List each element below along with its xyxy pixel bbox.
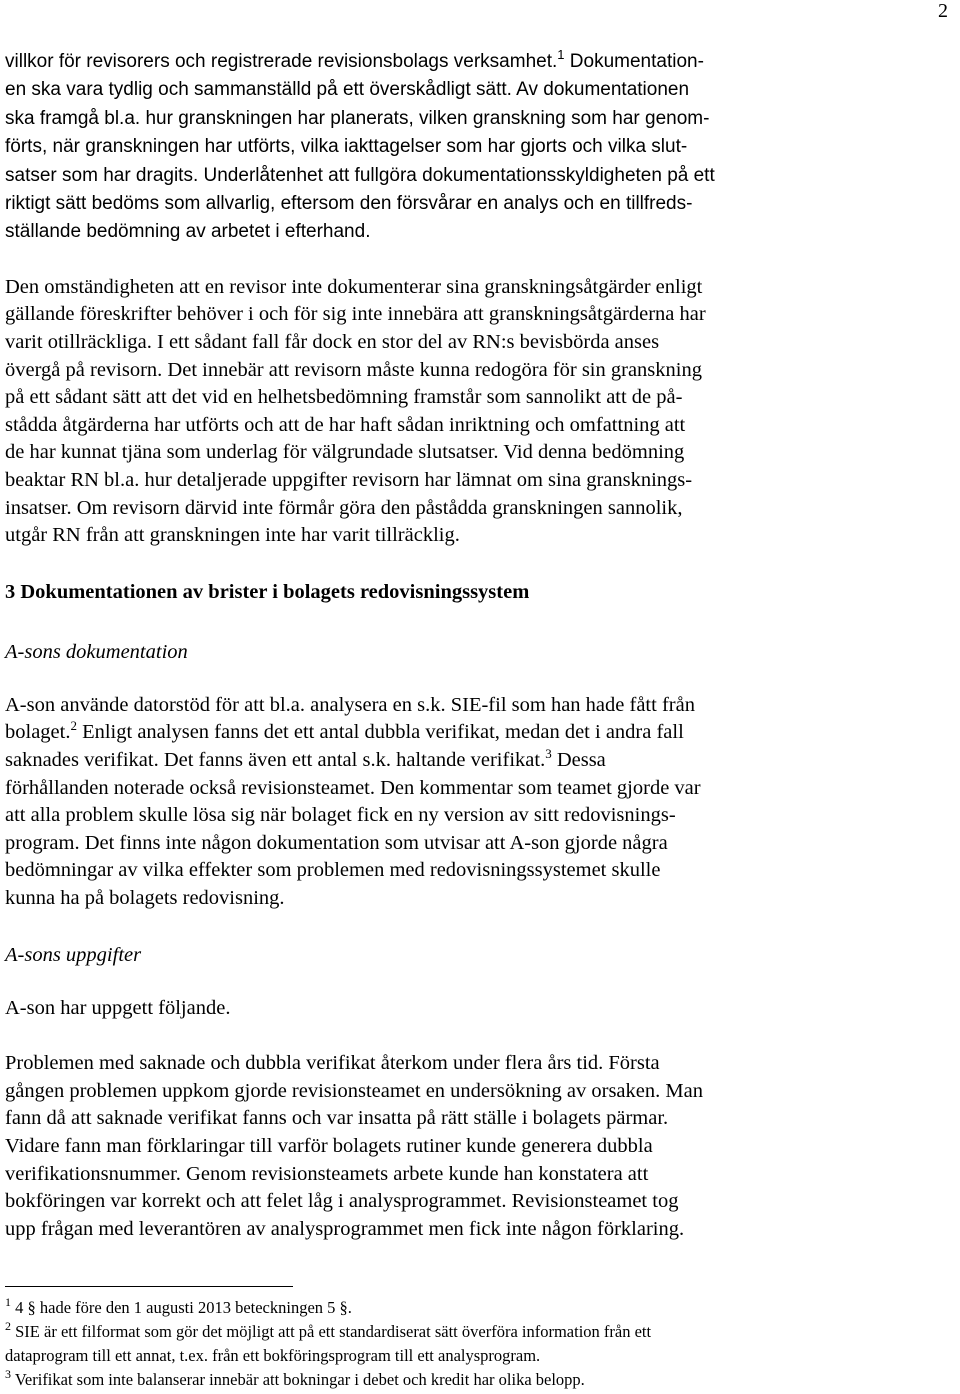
footnote-1: $^1$ 4 § hade före den 1 augusti 2013 beteckningen 5 §. [5, 1295, 352, 1317]
paragraph-line: verifikationsnummer. Genom revisionsteamets arbete kunde han konstatera att [5, 1162, 649, 1185]
paragraph-line: förhållanden noterade också revisionsteamet. Den kommentar som teamet gjorde var [5, 776, 701, 799]
subheading-dokumentation: A-sons dokumentation [5, 640, 188, 663]
footnote-divider [5, 1286, 293, 1287]
paragraph-line: A-son använde datorstöd för att bl.a. analysera en s.k. SIE-fil som han hade fått från [5, 693, 695, 716]
paragraph-line: de har kunnat tjäna som underlag för välgrundade slutsatser. Vid denna bedömning [5, 441, 685, 464]
paragraph-line: en ska vara tydlig och sammanställd på ett överskådligt sätt. Av dokumentationen [5, 79, 690, 101]
paragraph-line: villkor för revisorers och registrerade revisionsbolags verksamhet.$^1$ Dokumentation- [5, 47, 704, 72]
paragraph-line: bolaget.$^2$ Enligt analysen fanns det ett antal dubbla verifikat, medan det i andra fall [5, 718, 684, 744]
footnote-3: $^3$ Verifikat som inte balanserar innebär att bokningar i debet och kredit har olika belopp. [5, 1367, 585, 1389]
paragraph-line: bedömningar av vilka effekter som problemen med redovisningssystemet skulle [5, 859, 661, 882]
paragraph-line: utgår RN från att granskningen inte har varit tillräcklig. [5, 524, 460, 547]
paragraph-4 [5, 995, 935, 1023]
paragraph-5 [5, 1050, 935, 1243]
footnote-ref-1[interactable]: 1 [557, 47, 565, 62]
paragraph-line: gällande föreskrifter behöver i och för sig inte innebära att granskningsåtgärderna har [5, 303, 706, 326]
paragraph-line: förts, när granskningen har utförts, vilka iakttagelser som har gjorts och vilka slut- [5, 136, 688, 158]
paragraph-line: riktigt sätt bedöms som allvarlig, eftersom den försvårar en analys och en tillfreds- [5, 193, 693, 215]
paragraph-line: Problemen med saknade och dubbla verifikat återkom under flera års tid. Första [5, 1052, 660, 1075]
paragraph-line: bokföringen var korrekt och att felet låg i analysprogrammet. Revisionsteamet tog [5, 1190, 679, 1213]
paragraph-1 [5, 48, 935, 247]
page-number: 2 [938, 0, 948, 22]
paragraph-2 [5, 274, 935, 550]
paragraph-line: kunna ha på bolagets redovisning. [5, 886, 285, 909]
paragraph-line: program. Det finns inte någon dokumentation som utvisar att A-son gjorde några [5, 831, 668, 854]
paragraph-line: ska framgå bl.a. hur granskningen har planerats, vilken granskning som har genom- [5, 107, 710, 129]
paragraph-line: Den omständigheten att en revisor inte dokumenterar sina granskningsåtgärder enligt [5, 275, 703, 298]
footnotes [5, 1296, 935, 1392]
paragraph-line: insatser. Om revisorn därvid inte förmår göra den påstådda granskningen sannolik, [5, 496, 683, 519]
paragraph-line: satser som har dragits. Underlåtenhet att fullgöra dokumentationsskyldigheten på ett [5, 164, 715, 186]
document-body [5, 48, 935, 1271]
footnote-2-continuation: dataprogram till ett annat, t.ex. från ett bokföringsprogram till ett analysprogram. [5, 1346, 541, 1365]
paragraph-line: att alla problem skulle lösa sig när bolaget fick en ny version av sitt redovisnings- [5, 804, 676, 827]
paragraph-line: ställande bedömning av arbetet i efterhand. [5, 221, 371, 243]
paragraph-3 [5, 692, 935, 913]
paragraph-line: fann då att saknade verifikat fanns och var insatta på rätt ställe i bolagets pärmar. [5, 1107, 669, 1130]
footnote-2: $^2$ SIE är ett filformat som gör det möjligt att på ett standardiserat sätt överföra information från ett [5, 1319, 652, 1341]
paragraph-line: saknades verifikat. Det fanns även ett antal s.k. haltande verifikat.$^3$ Dessa [5, 745, 606, 771]
paragraph-line: stådda åtgärderna har utförts och att de har haft sådan inriktning och omfattning att [5, 413, 686, 436]
paragraph-line: Vidare fann man förklaringar till varför bolagets rutiner kunde generera dubbla [5, 1134, 653, 1157]
paragraph-line: A-son har uppgett följande. [5, 996, 231, 1019]
paragraph-line: övergå på revisorn. Det innebär att revisorn måste kunna redogöra för sin granskning [5, 358, 702, 381]
paragraph-line: upp frågan med leverantören av analysprogrammet men fick inte någon förklaring. [5, 1217, 685, 1240]
footnote-ref-3[interactable]: 3 [545, 745, 552, 761]
section-heading: 3 Dokumentationen av brister i bolagets redovisningssystem [5, 580, 530, 603]
paragraph-line: beaktar RN bl.a. hur detaljerade uppgifter revisorn har lämnat om sina gransknings- [5, 469, 693, 491]
subheading-uppgifter: A-sons uppgifter [5, 943, 142, 966]
paragraph-line: på ett sådant sätt att det vid en helhetsbedömning framstår som sannolikt att de på- [5, 386, 683, 409]
paragraph-line: gången problemen uppkom gjorde revisionsteamet en undersökning av orsaken. Man [5, 1079, 703, 1102]
footnote-ref-2[interactable]: 2 [70, 718, 77, 734]
paragraph-line: varit otillräckliga. I ett sådant fall får dock en stor del av RN:s bevisbörda anses [5, 331, 660, 354]
